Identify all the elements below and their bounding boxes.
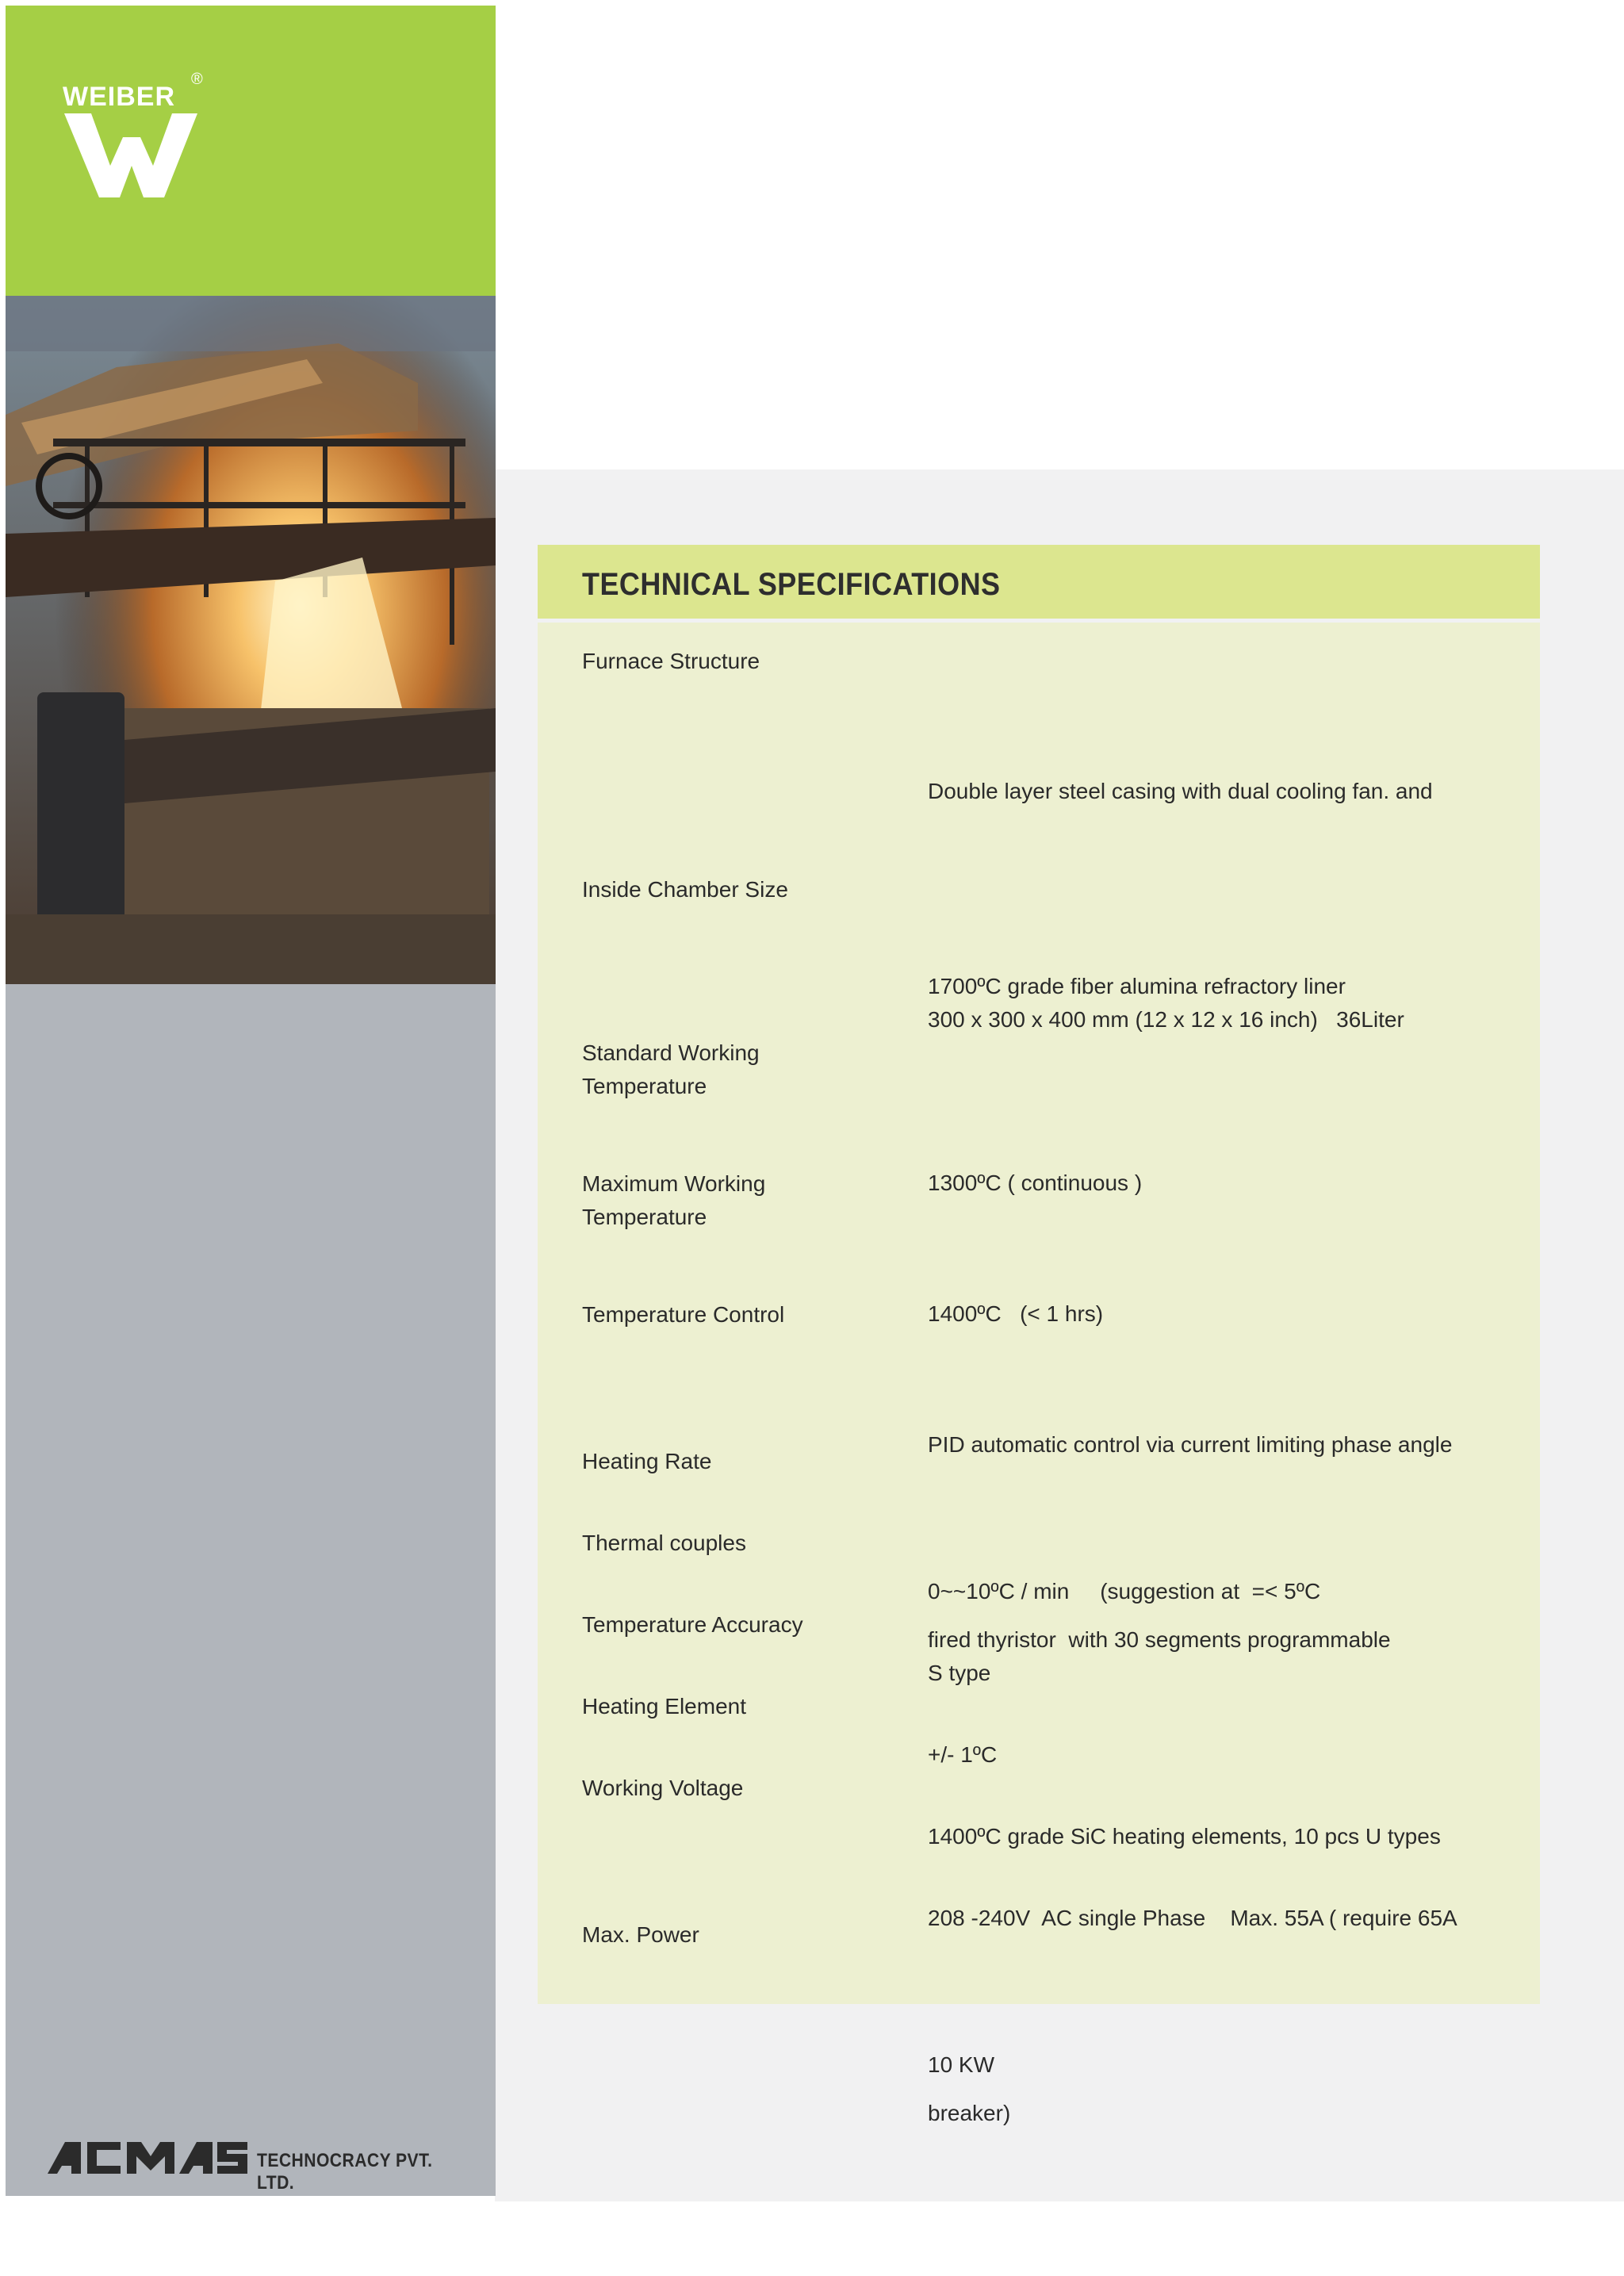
spec-value [928, 1902, 1507, 2228]
spec-value-line: S type [928, 1661, 991, 1685]
spec-label: Temperature Control [582, 1302, 785, 1327]
spec-header [538, 545, 1540, 619]
acmas-wordmark-icon [48, 2142, 247, 2174]
spec-label: Working Voltage [582, 1776, 744, 1800]
logo-text: WEIBER [63, 82, 175, 112]
spec-label: Thermal couples [582, 1531, 746, 1555]
registered-mark: ® [191, 71, 203, 88]
spec-label: Standard Working Temperature [582, 1040, 760, 1098]
foundry-illustration [6, 296, 496, 984]
sidebar-gray [6, 984, 496, 2196]
spec-value-line: 1700ºC grade fiber alumina refractory liner [928, 974, 1346, 998]
spec-value-line: breaker) [928, 2101, 1011, 2125]
w-mark-icon [64, 113, 199, 201]
foundry-photo [6, 296, 496, 984]
page-title: TECHNICAL SPECIFICATIONS [582, 567, 1001, 602]
spec-label: Heating Rate [582, 1449, 712, 1473]
acmas-footer-logo [48, 2137, 492, 2194]
spec-value-line: 1300ºC ( continuous ) [928, 1171, 1143, 1195]
spec-value-line: 1400ºC (< 1 hrs) [928, 1301, 1104, 1326]
spec-label: Heating Element [582, 1694, 747, 1718]
spec-value-line: 0~~10ºC / min (suggestion at =< 5ºC [928, 1579, 1321, 1604]
spec-value-line: Double layer steel casing with dual cooling fan. and [928, 779, 1433, 803]
spec-value-line: 1400ºC grade SiC heating elements, 10 pcs U types [928, 1824, 1441, 1849]
spec-label: Max. Power [582, 1922, 699, 1947]
spec-value-line: 10 KW [928, 2052, 995, 2077]
brand-panel [6, 6, 496, 296]
weiber-logo [63, 71, 213, 197]
spec-value-line: 300 x 300 x 400 mm (12 x 12 x 16 inch) 36Liter [928, 1007, 1404, 1032]
spec-label: Temperature Accuracy [582, 1612, 803, 1637]
spec-label: Furnace Structure [582, 649, 760, 673]
spec-value-line: PID automatic control via current limiting phase angle [928, 1432, 1453, 1457]
spec-label: Inside Chamber Size [582, 877, 788, 902]
spec-value-line: fired thyristor with 30 segments programmable [928, 1627, 1391, 1652]
spec-table [538, 623, 1540, 2125]
spec-label: Maximum Working Temperature [582, 1171, 766, 1229]
footer-company-name: TECHNOCRACY PVT. LTD. [257, 2150, 433, 2194]
spec-value-line: +/- 1ºC [928, 1742, 998, 1767]
spec-value-line: 208 -240V AC single Phase Max. 55A ( require 65A [928, 1906, 1457, 1930]
